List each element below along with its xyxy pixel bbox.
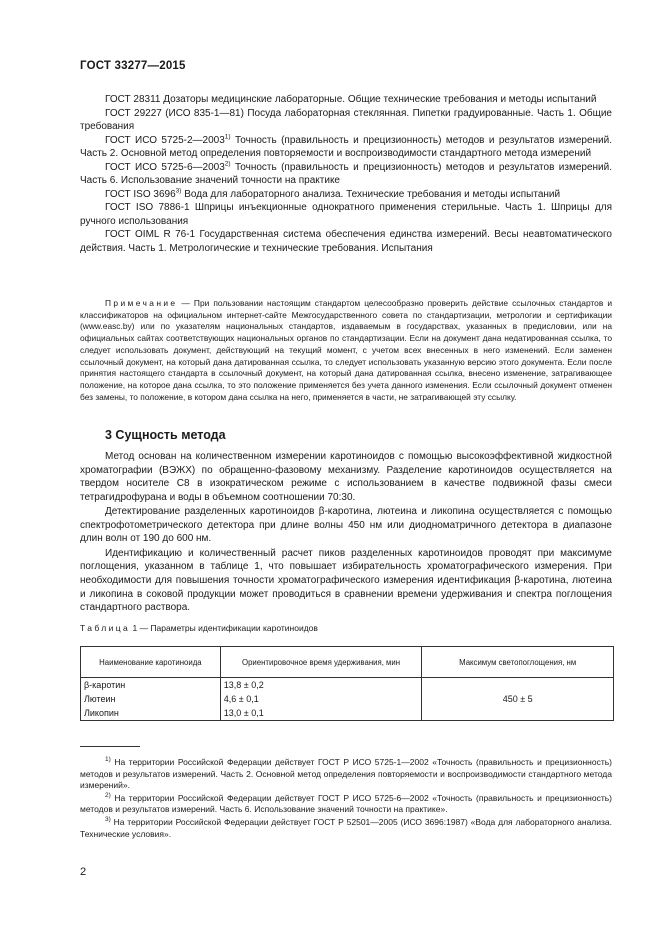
method-paragraph: Детектирование разделенных каротиноидов β-каротина, лютеина и ликопина осуществляется с помощью спектрофотометрического детектора при длине волны 450 нм или диодноматричного детектора в диапазоне длин волн от 190 до 600 нм. [80,506,612,545]
reference-item: ГОСТ ISO 7886-1 Шприцы инъекционные однократного применения стерильные. Часть 1. Шприцы для ручного использования [80,202,612,227]
reference-item: ГОСТ ИСО 5725-6—2003$^{2)}$ Точность (правильность и прецизионность) методов и результатов измерений. Часть 6. Использование значений точности на практике [80,160,612,186]
note-label: Примечание [105,298,178,308]
footnotes [80,757,612,841]
carotenoid-name: Ликопин [81,706,221,721]
reference-item: ГОСТ 28311 Дозаторы медицинские лабораторные. Общие технические требования и методы испытаний [105,94,597,105]
table-caption: Таблица 1 — Параметры идентификации каротиноидов [80,623,318,633]
footnote-item: $^{2)}$ На территории Российской Федерации действует ГОСТ Р ИСО 5725-6—2002 «Точность (правильность и прецизионность) методов и результатов измерений. Часть 6. Использование значений точности на практике». [80,791,612,815]
carotenoid-name: β-каротин [81,678,221,693]
reference-item: ГОСТ 29227 (ИСО 835-1—81) Посуда лабораторная стеклянная. Пипетки градуированные. Часть 1. Общие требования [80,107,612,132]
carotenoid-name: Лютеин [81,692,221,706]
method-paragraph: Идентификацию и количественный расчет пиков разделенных каротиноидов проводят при максимуме поглощения, указанном в таблице 1, что повышает избирательность хроматографического измерения. При необходимости для повышения точности хроматографического измерения идентификация β-каротина, лютеина и ликопина в соковой продукции может проводиться в сравнении времени удерживания и спектра поглощения стандартного раствора. [80,547,612,614]
retention-time: 13,8 ± 0,2 [220,678,422,693]
reference-item: ГОСТ ISO 3696$^{3)}$ Вода для лабораторного анализа. Технические требования и методы испытаний [105,187,561,200]
note-text: — При пользовании настоящим стандартом целесообразно проверить действие ссылочных стандартов и классификаторов на официальном интернет-сайте Межгосударственного совета по стандартизации, метрологии и сертификации (www.easc.by) или по указателям национальных стандартов, издаваемым в государствах, указанных в предисловии, или на официальных сайтах соответствующих национальных органов по стандартизации. Если на документ дана недатированная ссылка, то следует использовать документ, действующий на текущий момент, с учетом всех внесенных в него изменений. Если заменен ссылочный документ, на который дана датированная ссылка, то следует использовать указанную версию этого документа. Если после принятия настоящего стандарта в ссылочный документ, на который дана датированная ссылка, внесено изменение, затрагивающее положение, на которое дана ссылка, то это положение применяется без учета данного изменения. Если ссылочный документ отменен без замены, то положение, в котором дана ссылка на него, применяется в части, не затрагивающей эту ссылку. [80,298,612,402]
footnote-item: $^{1)}$ На территории Российской Федерации действует ГОСТ Р ИСО 5725-1—2002 «Точность (правильность и прецизионность) методов и результатов измерений. Часть 2. Основной метод определения повторяемости и воспроизводимости стандартного метода измерений». [80,756,612,791]
page-number: 2 [80,866,87,878]
standard-code-header: ГОСТ 33277—2015 [80,60,186,72]
reference-item: ГОСТ ИСО 5725-2—2003$^{1)}$ Точность (правильность и прецизионность) методов и результатов измерений. Часть 2. Основной метод определения повторяемости и воспроизводимости стандартного метода измерений [80,133,612,159]
footnote-ref: 3) [175,187,182,195]
reference-item: ГОСТ OIML R 76-1 Государственная система обеспечения единства измерений. Весы неавтоматического действия. Часть 1. Метрологические и технические требования. Испытания [80,229,612,254]
normative-references-list [80,93,612,255]
max-absorbance: 450 ± 5 [422,678,614,721]
footnote-ref: 1) [224,133,231,141]
footnote-ref: 2) [224,160,231,168]
footnote-divider [80,746,140,747]
carotenoid-parameters-table [80,646,614,721]
method-paragraph: Метод основан на количественном измерении каротиноидов с помощью высокоэффективной жидкостной хроматографии (ВЭЖХ) по обращенно-фазовому механизму. Разделение каротиноидов осуществляется на твердом носителе С8 в изократическом режиме с использованием в качестве подвижной фазы смеси тетрагидрофурана и воды в объемном соотношении 70:30. [80,451,612,503]
retention-time: 4,6 ± 0,1 [220,692,422,706]
table-row [81,678,614,693]
column-header-name: Наименование каротиноида [81,647,221,678]
column-header-absorbance: Максимум светопоглощения, нм [422,647,614,678]
footnote-item: $^{3)}$ На территории Российской Федерации действует ГОСТ Р 52501—2005 (ИСО 3696:1987) «Вода для лабораторного анализа. Технические условия». [80,816,612,839]
column-header-retention-time: Ориентировочное время удерживания, мин [220,647,422,678]
reference-note [80,298,612,403]
retention-time: 13,0 ± 0,1 [220,706,422,721]
method-description [80,450,612,616]
section-heading: 3 Сущность метода [105,428,226,442]
